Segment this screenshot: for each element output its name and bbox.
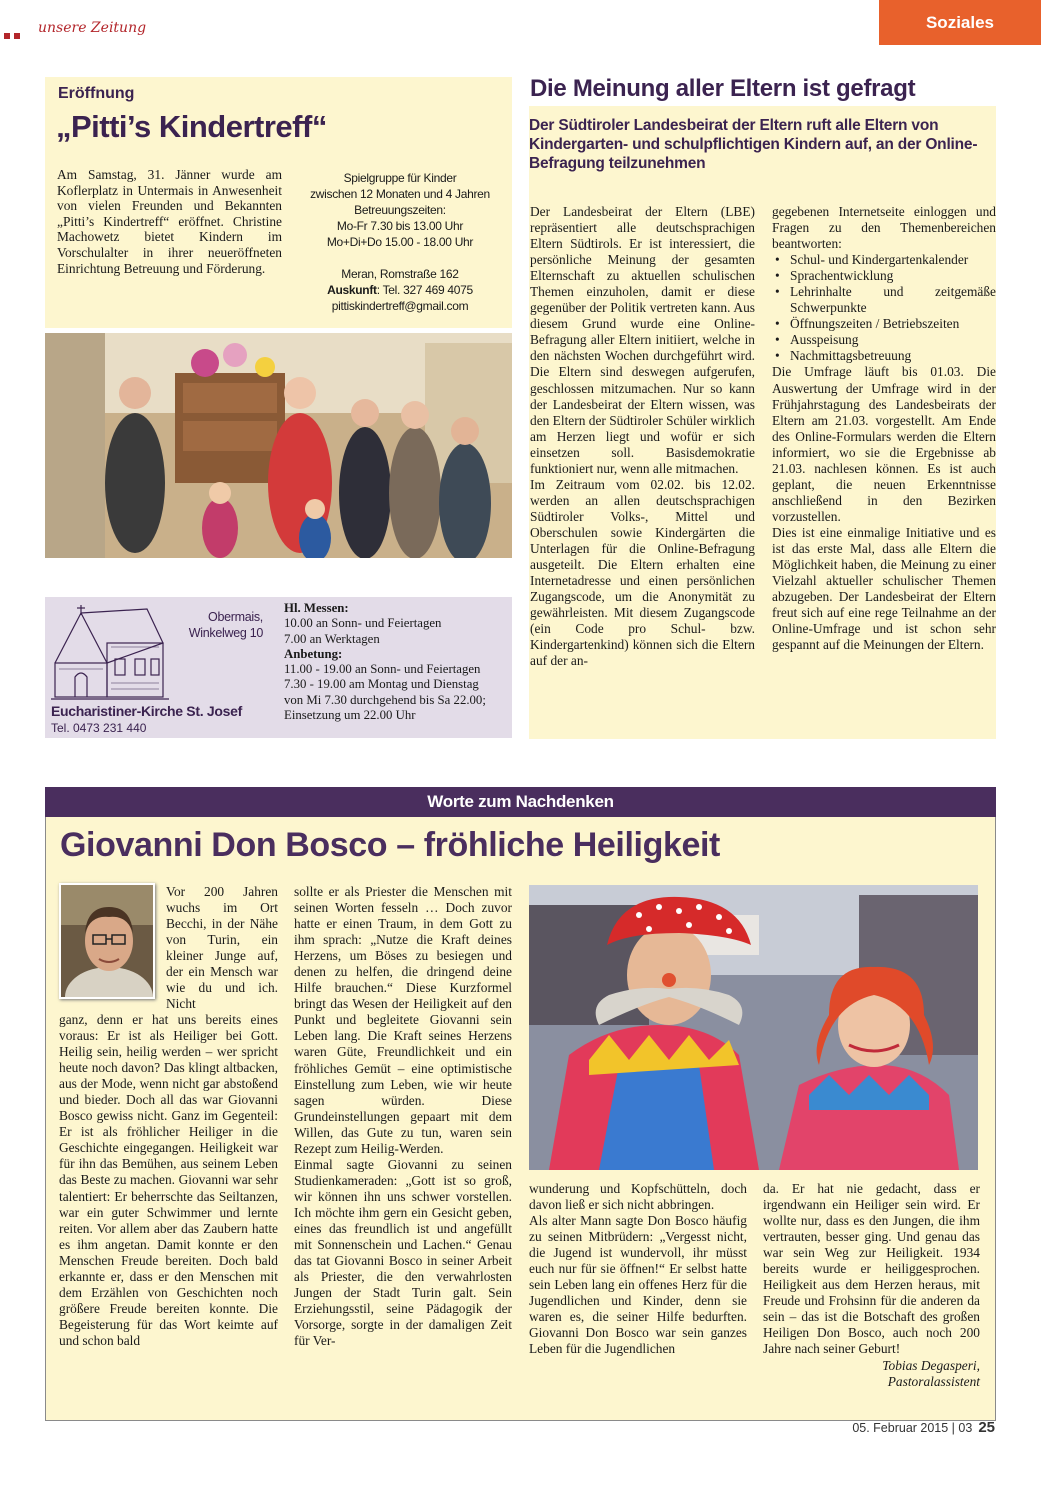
article-column — [772, 204, 996, 653]
paragraph: Vor 200 Jahren wuchs im Ort Becchi, in der Nähe von Turin, ein kleiner Junge auf, der ein Mensch war wie du und ich. Nicht — [166, 884, 278, 1012]
article-title: Giovanni Don Bosco – fröhliche Heiligkeit — [60, 826, 720, 864]
article-title: Die Meinung aller Eltern ist gefragt — [529, 72, 996, 106]
article-column — [529, 1181, 747, 1358]
paragraph: Im Zeitraum vom 02.02. bis 12.02. werden an allen deutschsprachigen Südtiroler Volks-, Mittel und Oberschulen sowie Kindergärten die Unterlagen für die Online-Befragung ausgeteilt. Die Eltern erhalten eine Internetadresse und einen persönlichen Zugangscode, um die Anonymität zu gewährleisten. Mit diesem Zugangscode (ein Code pro Schul- bzw. Kindergartenkind) können sich die Eltern auf der an- — [530, 476, 755, 669]
paragraph: Als alter Mann sagte Don Bosco häufig zu seinen Mitbrüdern: „Vergesst nicht, die Jugend ist wundervoll, ihr müsst euch nur für sie öffnen!“ Er selbst hatte sein Leben lang ein offenes Herz für die Jugendlichen und Kinder, denn sie waren es, die seiner Hilfe bedurften. Giovanni Don Bosco war sein ganzes Leben für die Jugendlichen — [529, 1213, 747, 1357]
church-box — [45, 597, 512, 738]
church-address — [175, 609, 263, 641]
address-line: Winkelweg 10 — [188, 626, 263, 640]
clown-photo — [529, 885, 978, 1170]
paragraph: wunderung und Kopfschütteln, doch davon ließ er sich nicht abbringen. — [529, 1181, 747, 1213]
article-subtitle: Der Südtiroler Landesbeirat der Eltern ruft alle Eltern von Kindergarten- und schulpflichtigen Kindern auf, an der Online-Befragung teilzunehmen — [529, 117, 978, 172]
paragraph: Einmal sagte Giovanni zu seinen Studienkameraden: „Gott ist so groß, wir können ihn uns schwer vorstellen. Ich möchte ihm gern ein Gesicht geben, eines das freundlich ist und angefüllt mit Sonnenschein und Lachen.“ Genau das tat Giovanni Bosco in seiner Arbeit als Priester, die den verwahrlosten Jungen der Stadt Turin galt. Sein Erziehungsstil, seine Pädagogik der Vorsorge, sorgte in der damaligen Zeit für Ver- — [294, 1156, 512, 1349]
page-number: 25 — [978, 1419, 995, 1436]
page-footer — [852, 1419, 995, 1436]
author-role: Pastoralassistent — [887, 1373, 980, 1389]
article-kicker: Eröffnung — [58, 85, 135, 102]
section-tab: Soziales — [879, 0, 1041, 45]
contact-value: : Tel. 327 469 4075 — [376, 283, 473, 297]
mass-times — [284, 601, 512, 723]
pitti-article — [45, 77, 512, 328]
info-email: pittiskindertreff@gmail.com — [331, 299, 469, 313]
article-title: „Pitti’s Kindertreff“ — [56, 109, 327, 144]
header-marks — [4, 26, 24, 44]
times-line: von Mi 7.30 durchgehend bis Sa 22.00; — [284, 692, 486, 707]
times-line: 7.30 - 19.00 am Montag und Dienstag — [284, 677, 479, 692]
times-line: 7.00 an Werktagen — [284, 631, 380, 646]
paragraph: Der Landesbeirat der Eltern (LBE) repräsentiert alle deutschsprachigen Eltern Südtirols. Er ist interessiert, die persönliche Meinung der gesamten Elternschaft zu aktuellen schulischen Themen einzuholen, damit er diese gegenüber der Politik vertreten kann. Aus diesem Grund wurde eine Online-Befragung aller Eltern initiiert, welche in den nächsten Wochen durchgeführt wird. Die Eltern sind deswegen aufgerufen, geschlossen mitzumachen. Nur so kann der Landesbeirat der Eltern wissen, was den Eltern der Südtiroler Schüler wirklich am Herzen liegt und wofür er sich einsetzen soll. Basisdemokratie funktioniert nur, wenn alle mitmachen. — [530, 204, 755, 476]
kindertreff-photo — [45, 333, 512, 558]
article-column — [530, 204, 755, 669]
list-item: • Ausspeisung — [772, 332, 996, 348]
info-line: Betreuungszeiten: — [354, 203, 446, 217]
info-line: Meran, Romstraße 162 — [341, 267, 459, 281]
paragraph: gegebenen Internetseite einloggen und Fragen zu den Themenbereichen beantworten: — [772, 204, 996, 252]
masthead-logo: unsere Zeitung — [38, 20, 147, 36]
list-item: • Nachmittagsbetreuung — [772, 348, 996, 364]
church-phone: Tel. 0473 231 440 — [51, 721, 147, 735]
list-item: • Lehrinhalte und zeitgemäße Schwerpunkte — [772, 284, 996, 316]
paragraph: Dies ist eine einmalige Initiative und es ist das erste Mal, dass alle Eltern die Möglichkeit haben, die Meinung zu einer Vielzahl aktueller schulischer Themen abzugeben. Der Landesbeirat der Eltern freut sich auf eine rege Teilnahme an der Online-Umfrage und ist schon sehr gespannt auf die Meinungen der Eltern. — [772, 524, 996, 653]
times-line: 11.00 - 19.00 an Sonn- und Feiertagen — [284, 662, 481, 677]
address-line: Obermais, — [208, 610, 263, 624]
info-line: Mo+Di+Do 15.00 - 18.00 Uhr — [326, 235, 474, 249]
paragraph: ganz, denn er hat uns bereits eines voraus: Er ist als Heiliger bei Gott. Heilig sein, heilig werden – wer spricht heute noch davon? Das klingt altbacken, aus der Mode, wenn nicht gar abstoßend und bieder. Doch all das war Giovanni Bosco gewiss nicht. Ganz im Gegenteil: Er ist als fröhlicher Heiliger in die Geschichte eingegangen. Heiligkeit war für ihn das Bemühen, aus seinem Leben das Beste zu machen. Giovanni war sehr talentiert: Er beherrschte das Seiltanzen, war ein guter Schwimmer und lernte reiten. Vor allem aber das Zaubern hatte es ihm angetan. Damit konnte er den Menschen Freude bereiten. Doch bald erkannte er, dass er den Menschen mit dem Erzählen von Geschichten noch größere Freude bereiten konnte. Die Begeisterung für das Wort keimte auf und schon bald — [59, 1012, 278, 1348]
issue-date: 05. Februar 2015 | 03 — [852, 1421, 973, 1435]
author-name: Tobias Degasperi, — [882, 1357, 980, 1373]
times-heading: Hl. Messen: — [284, 601, 349, 615]
section-kicker-bar: Worte zum Nachdenken — [45, 787, 996, 817]
contact-label: Auskunft — [327, 283, 377, 297]
church-name: Eucharistiner-Kirche St. Josef — [51, 703, 242, 719]
article-column — [294, 884, 512, 1349]
topic-list — [772, 252, 996, 364]
paragraph: da. Er hat nie gedacht, dass er irgendwann ein Heiliger sein wird. Er wollte nur, dass es den Jungen, die ihm vertrauten, besser ging. Und genau das war sein Weg zur Heiligkeit. 1934 bereits wurde er heiliggesprochen. Heiligkeit aus dem Herzen heraus, mit Freude und Frohsinn für die anderen da sein – das ist die Botschaft des großen Heiligen Don Bosco, auch noch 200 Jahre nach seiner Geburt! — [763, 1181, 980, 1357]
times-line: Einsetzung um 22.00 Uhr — [284, 708, 416, 723]
paragraph: sollte er als Priester die Menschen mit seinen Worten fesseln … Doch zuvor hatte er einen Traum, in dem Gott zu ihm sprach: „Nutze die Kraft deines Herzens, um Böses zu besiegen und denen zu helfen, die dringend deine Hilfe brauchen.“ Diese Kurzformel bringt das Wesen der Heiligkeit auf den Punkt und begleitete Giovanni sein Leben lang. Die Kraft seines Herzens waren Güte, Freundlichkeit und ein fröhliches Gemüt – eine optimistische Einstellung zum Leben, wie wir heute sagen würden. Diese Grundeinstellungen gepaart mit dem Willen, das Gute zu tun, waren sein Rezept zum Heilig-Werden. — [294, 884, 512, 1156]
list-item: • Sprachentwicklung — [772, 268, 996, 284]
article-body: Am Samstag, 31. Jänner wurde am Koflerplatz in Untermais in Anwesenheit von vielen Freunden und Bekannten „Pitti’s Kindertreff“ eröffnet. Christine Machowetz bietet Kindern im Vorschulalter in ihrer neueröffneten Einrichtung Betreuung und Förderung. — [57, 167, 282, 276]
info-line: Spielgruppe für Kinder — [343, 171, 457, 185]
info-line: zwischen 12 Monaten und 4 Jahren — [310, 187, 490, 201]
author-photo — [59, 883, 155, 999]
times-heading: Anbetung: — [284, 646, 343, 661]
info-line: Mo-Fr 7.30 bis 13.00 Uhr — [336, 219, 464, 233]
article-column — [763, 1181, 980, 1390]
church-drawing — [51, 603, 169, 701]
list-item: • Öffnungszeiten / Betriebszeiten — [772, 316, 996, 332]
author-signature — [763, 1358, 980, 1390]
info-block — [300, 170, 500, 314]
times-line: 10.00 an Sonn- und Feiertagen — [284, 616, 442, 631]
paragraph: Die Umfrage läuft bis 01.03. Die Auswertung der Umfrage wird in der Frühjahrstagung des Landesbeirats der Eltern am 21.03. vorgestellt. Am Ende des Online-Formulars werden die Eltern informiert, wo sie die Ergebnisse ab 21.03. nachlesen können. Es ist auch geplant, die neuen Erkenntnisse anschließend in den Bezirken vorzustellen. — [772, 364, 996, 524]
info-contact — [300, 282, 500, 298]
list-item: • Schul- und Kindergartenkalender — [772, 252, 996, 268]
